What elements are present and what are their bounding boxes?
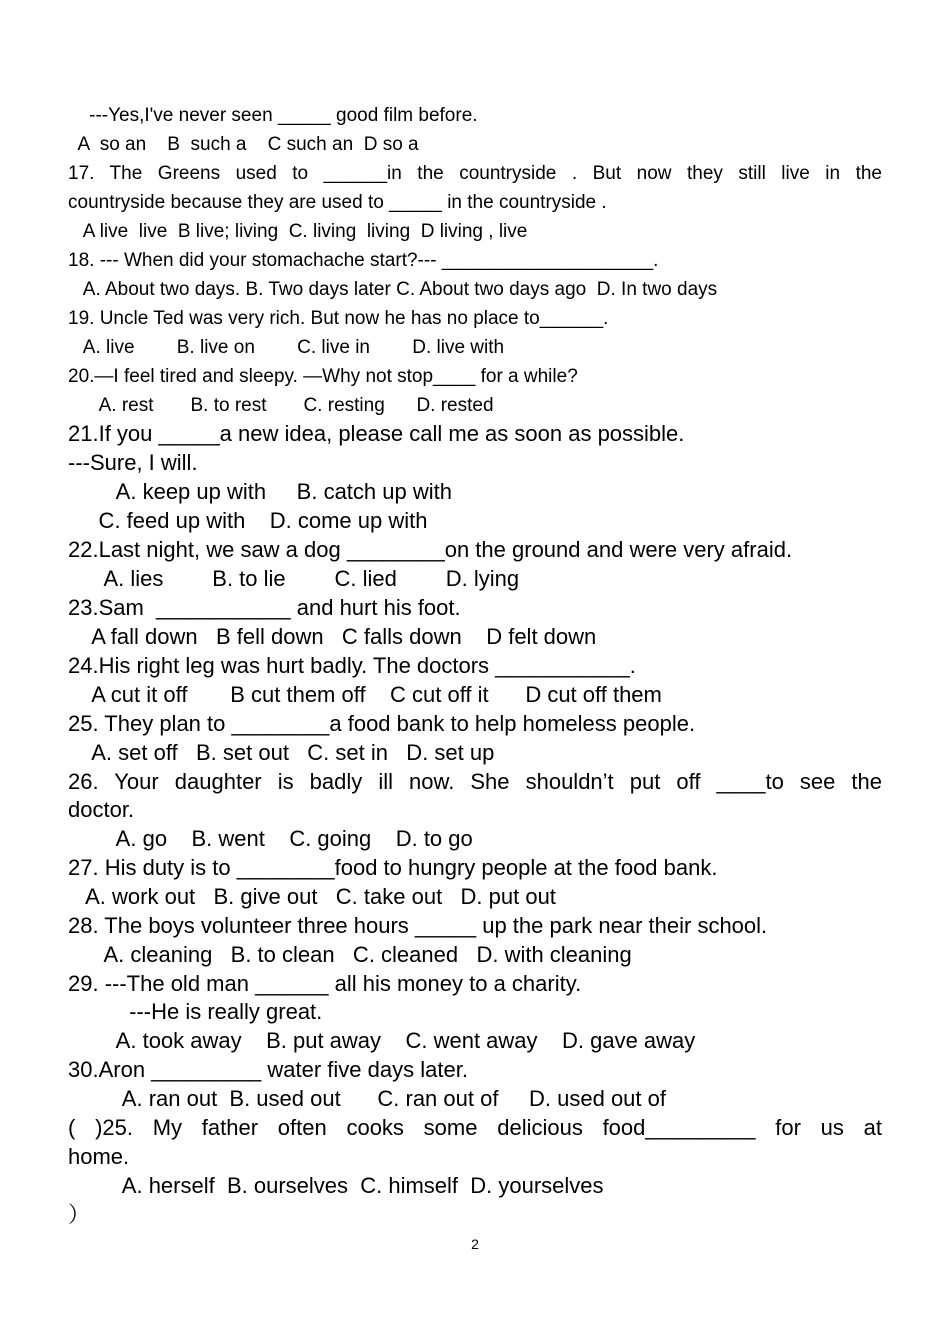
text-line: A so an B such a C such an D so a xyxy=(68,134,419,155)
text-line: A. rest B. to rest C. resting D. rested xyxy=(68,395,494,416)
text-line: countryside because they are used to _____ in the countryside . xyxy=(68,192,607,213)
text-line: 18. --- When did your stomachache start?--- ____________________. xyxy=(68,250,659,271)
text-line: A cut it off B cut them off C cut off it D cut off them xyxy=(68,682,662,707)
text-line: A. took away B. put away C. went away D. gave away xyxy=(68,1028,696,1053)
text-line: ---He is really great. xyxy=(68,999,323,1024)
text-line: 19. Uncle Ted was very rich. But now he has no place to______. xyxy=(68,308,609,329)
text-line: 25. They plan to ________a food bank to help homeless people. xyxy=(68,711,696,736)
page-number: 2 xyxy=(471,1236,479,1252)
text-line: A fall down B fell down C falls down D felt down xyxy=(68,624,597,649)
text-line: 17. The Greens used to ______in the countryside . But now they still live in the xyxy=(68,163,882,184)
text-line: ---Yes,I've never seen _____ good film before. xyxy=(68,105,478,126)
text-line: C. feed up with D. come up with xyxy=(68,508,428,533)
text-line: A. set off B. set out C. set in D. set up xyxy=(68,740,495,765)
text-line: 20.—I feel tired and sleepy. —Why not stop____ for a while? xyxy=(68,366,578,387)
text-line: 24.His right leg was hurt badly. The doctors ___________. xyxy=(68,653,636,678)
text-line: A. work out B. give out C. take out D. put out xyxy=(68,884,556,909)
text-line: doctor. xyxy=(68,797,135,822)
text-line: A. keep up with B. catch up with xyxy=(68,479,452,504)
text-line: 28. The boys volunteer three hours _____ up the park near their school. xyxy=(68,913,768,938)
text-line: 23.Sam ___________ and hurt his foot. xyxy=(68,595,461,620)
text-line: A live live B live; living C. living living D living , live xyxy=(68,221,528,242)
text-line: A. go B. went C. going D. to go xyxy=(68,826,473,851)
text-line: A. About two days. B. Two days later C. About two days ago D. In two days xyxy=(68,279,718,300)
text-line: 22.Last night, we saw a dog ________on the ground and were very afraid. xyxy=(68,537,793,562)
text-line: home. xyxy=(68,1144,130,1169)
text-line: 27. His duty is to ________food to hungry people at the food bank. xyxy=(68,855,718,880)
text-line: A. lies B. to lie C. lied D. lying xyxy=(68,566,520,591)
text-line: ( )25. My father often cooks some delicious food_________ for us at xyxy=(68,1115,882,1140)
text-line: 30.Aron _________ water five days later. xyxy=(68,1057,468,1082)
text-line: ） xyxy=(68,1202,91,1227)
text-line: ---Sure, I will. xyxy=(68,450,198,475)
text-line: A. live B. live on C. live in D. live with xyxy=(68,337,505,358)
text-line: A. herself B. ourselves C. himself D. yourselves xyxy=(68,1173,604,1198)
text-line: 26. Your daughter is badly ill now. She shouldn’t put off ____to see the xyxy=(68,769,882,794)
text-line: 29. ---The old man ______ all his money to a charity. xyxy=(68,971,582,996)
text-line: A. ran out B. used out C. ran out of D. used out of xyxy=(68,1086,666,1111)
text-line: A. cleaning B. to clean C. cleaned D. with cleaning xyxy=(68,942,632,967)
text-line: 21.If you _____a new idea, please call me as soon as possible. xyxy=(68,421,685,446)
